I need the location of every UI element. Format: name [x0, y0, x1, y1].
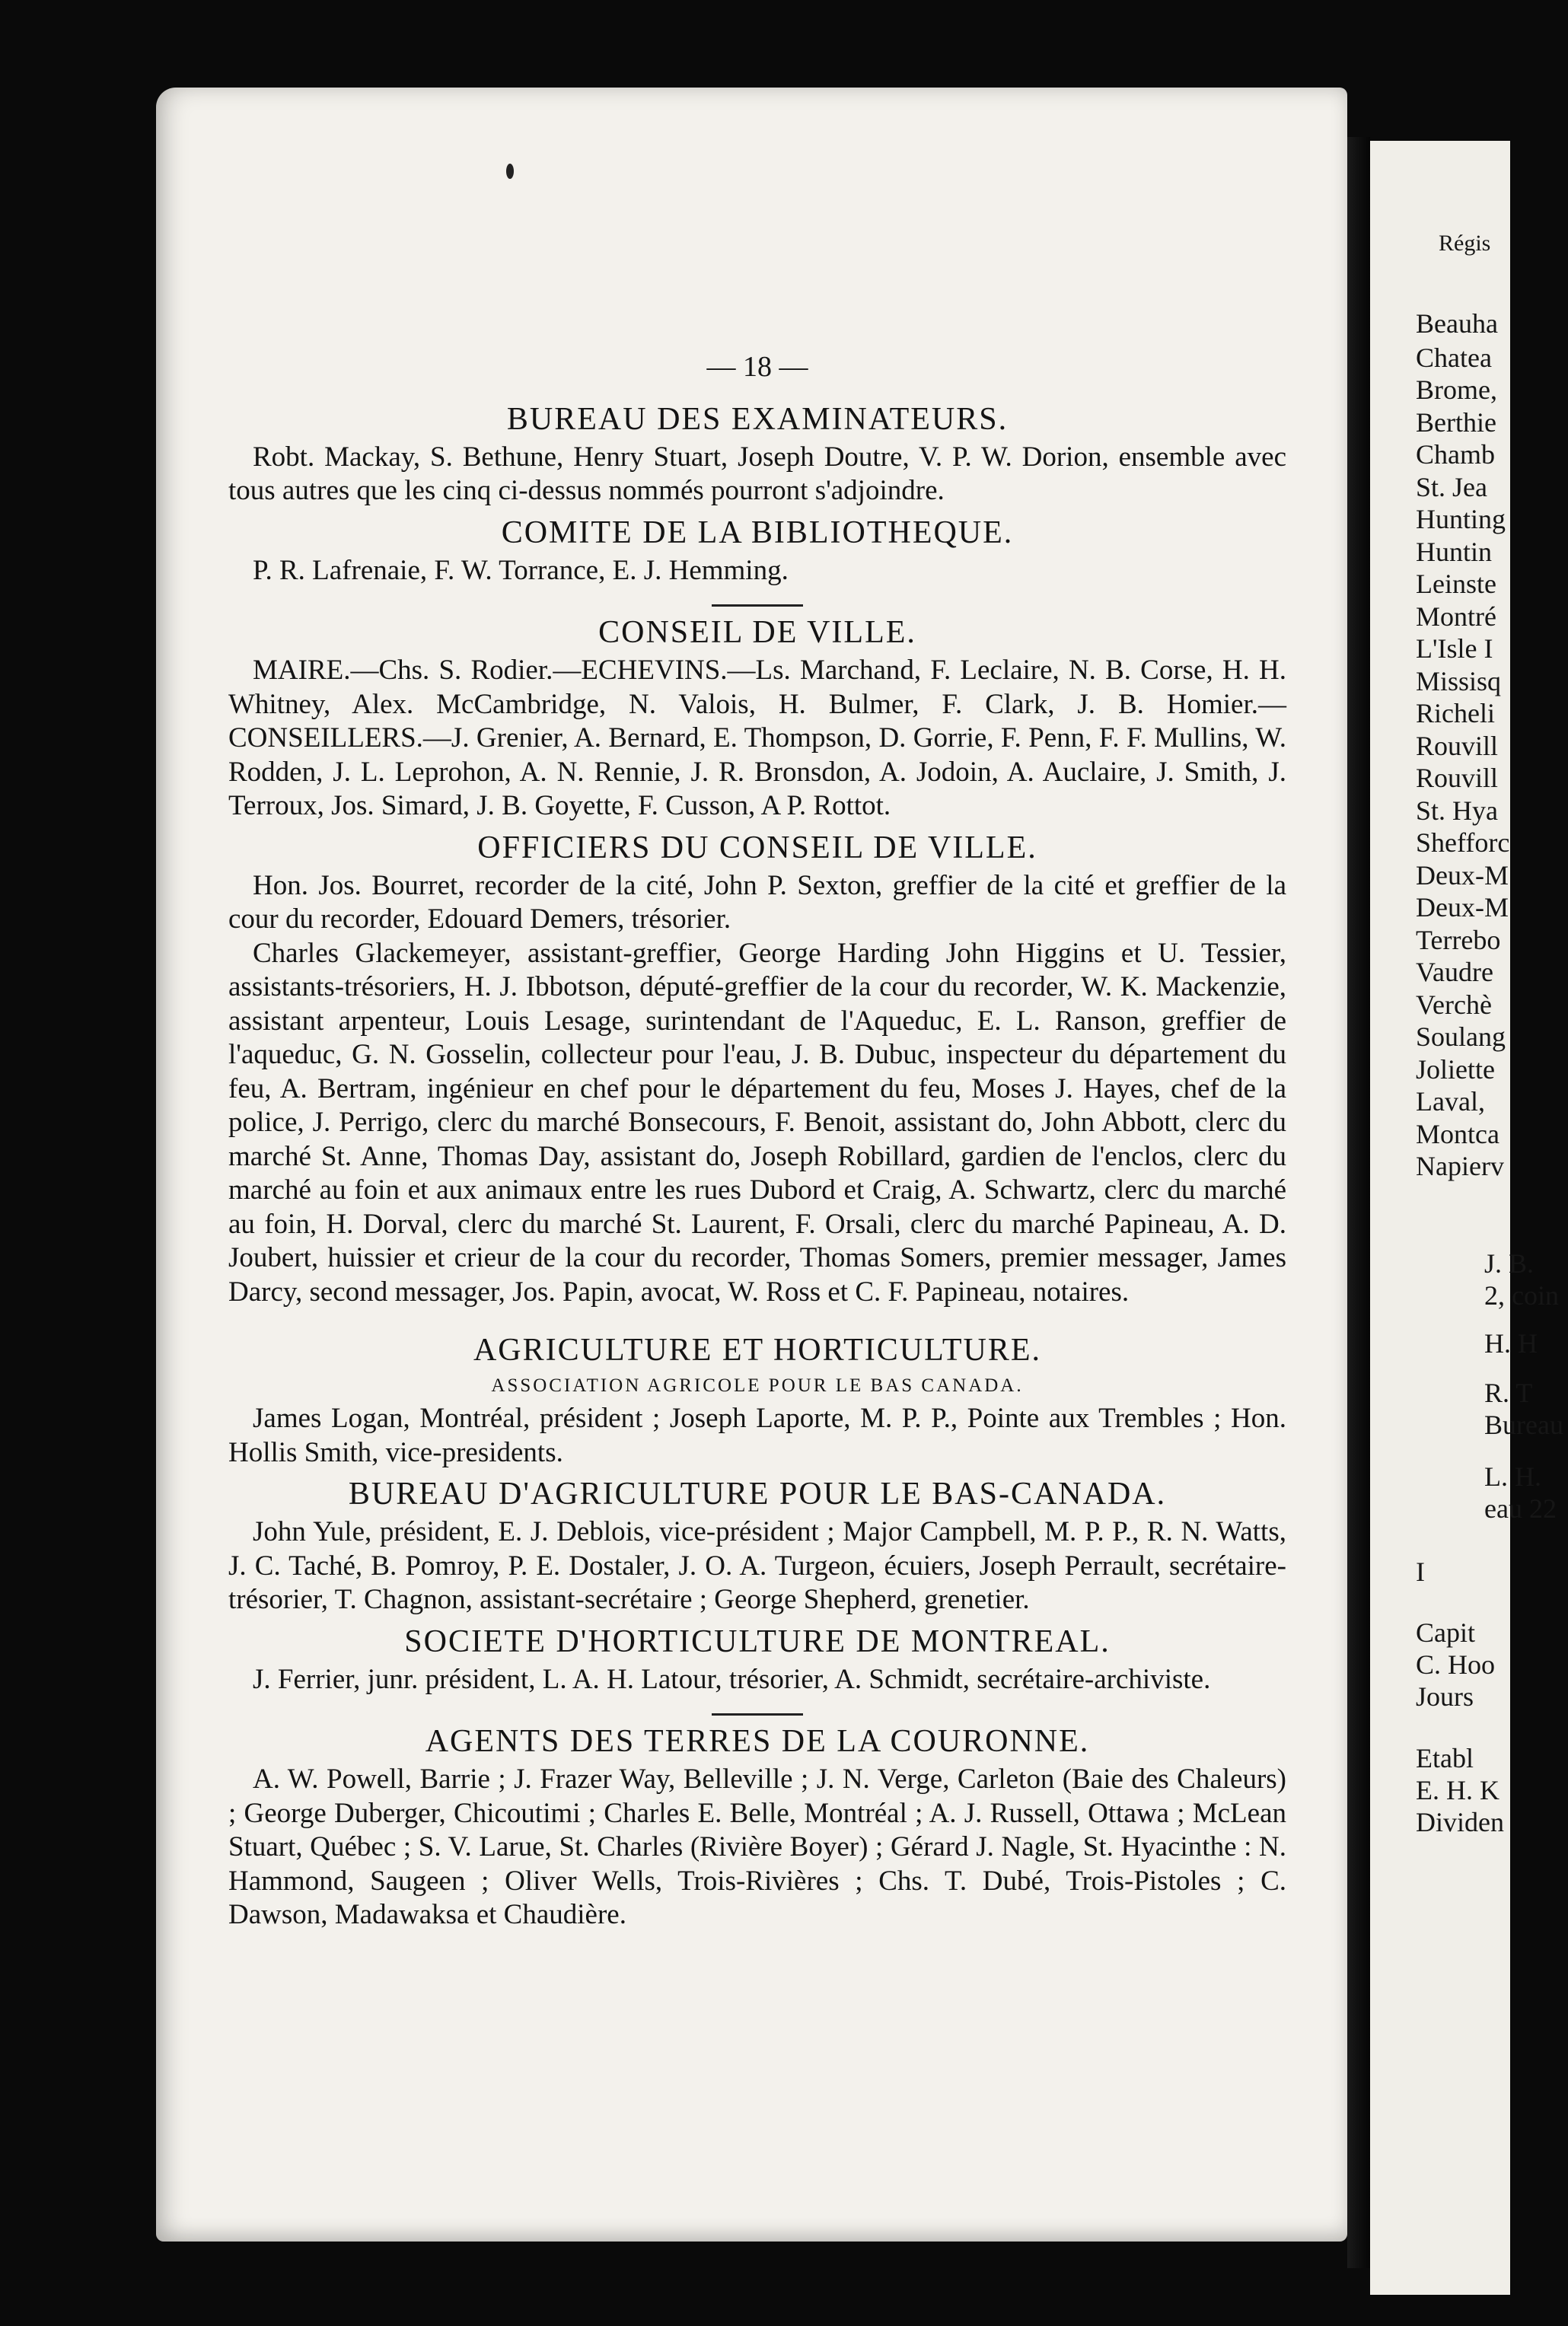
right-page-line: Chamb [1416, 439, 1495, 470]
right-page-line: Beauha [1416, 308, 1498, 339]
right-page-line: Montca [1416, 1119, 1499, 1149]
section-subtitle: ASSOCIATION AGRICOLE POUR LE BAS CANADA. [491, 1375, 1024, 1396]
right-page-line: Brome, [1416, 374, 1497, 405]
right-page-line: Huntin [1416, 537, 1493, 567]
right-page-line: Chatea [1416, 343, 1492, 373]
section-paragraph: J. Ferrier, junr. président, L. A. H. Latour, trésorier, A. Schmidt, secrétaire-archiviste. [253, 1663, 1211, 1695]
right-page-line: Dividen [1416, 1807, 1504, 1837]
right-page-line: L. H. [1484, 1461, 1541, 1492]
right-page-line: eau 22 [1484, 1493, 1557, 1524]
section-paragraph: Charles Glackemeyer, assistant-greffier, George Harding John Higgins et U. Tessier, assistants-trésoriers, H. J. Ibbotson, député-greffier de la cour du recorder, W. K. Mackenzie, assistant arpenteur, Louis Lesage, surintendant de l'Aqueduc, E. L. Ranson, greffier de l'aqueduc, G. N. Gosselin, collecteur pour l'eau, J. B. Dubuc, inspecteur du département du feu, A. Bertram, ingénieur en chef pour le département du feu, Moses J. Hayes, chef de la police, J. Perrigo, clerc du marché Bonsecours, F. Benoit, assistant do, John Abbott, clerc du marché St. Anne, Thomas Day, assistant do, Joseph Robillard, gardien de l'enclos, clerc du marché au foin et aux animaux entre les rues Dubord et Craig, A. Schwartz, clerc du marché au foin, H. Dorval, clerc du marché St. Laurent, F. Orsali, clerc du marché Papineau, A. D. Joubert, huissier et crieur de la cour du recorder, Thomas Somers, premier messager, James Darcy, second messager, Jos. Papin, avocat, W. Ross et C. F. Papineau, notaires. [228, 937, 1286, 1308]
right-page-line: R. T [1484, 1378, 1533, 1408]
right-page-line: Richeli [1416, 698, 1495, 728]
right-page-line: St. Jea [1416, 472, 1487, 502]
book-gutter [1347, 137, 1370, 2268]
page-content [228, 259, 1286, 1932]
section-title: BUREAU DES EXAMINATEURS. [506, 401, 1009, 437]
right-page-line: C. Hoo [1416, 1649, 1496, 1680]
right-page-line: Rouvill [1416, 763, 1499, 793]
section-title: SOCIETE D'HORTICULTURE DE MONTREAL. [404, 1623, 1111, 1659]
section-title: BUREAU D'AGRICULTURE POUR LE BAS-CANADA. [348, 1477, 1167, 1512]
right-page-line: Joliette [1416, 1054, 1495, 1085]
right-page-line: St. Hya [1416, 795, 1498, 826]
right-page-line: L'Isle I [1416, 633, 1493, 664]
left-page [156, 88, 1347, 2242]
right-page-line: I [1416, 1557, 1425, 1587]
right-page-line: Jours [1416, 1681, 1474, 1712]
right-page-line: Deux-M [1416, 892, 1509, 922]
right-page-line: Missisq [1416, 666, 1502, 696]
section-title: OFFICIERS DU CONSEIL DE VILLE. [477, 830, 1037, 865]
section-paragraph: James Logan, Montréal, président ; Joseph Laporte, M. P. P., Pointe aux Trembles ; Hon. Hollis Smith, vice-presidents. [228, 1403, 1286, 1468]
ink-dot [506, 164, 514, 179]
right-page-line: Napierv [1416, 1151, 1504, 1181]
divider-rule [712, 1713, 803, 1716]
right-page-line: Hunting [1416, 504, 1506, 534]
section-paragraph: John Yule, président, E. J. Deblois, vice-président ; Major Campbell, M. P. P., R. N. Watts, J. C. Taché, B. Pomroy, P. E. Dostaler, J. O. A. Turgeon, écuiers, Joseph Perrault, secrétaire-trésorier, T. Chagnon, assistant-secrétaire ; George Shepherd, grenetier. [228, 1516, 1286, 1615]
right-page-line: Bureau [1484, 1410, 1563, 1440]
section-title: CONSEIL DE VILLE. [598, 615, 916, 650]
right-page-line: Shefforc [1416, 827, 1510, 858]
right-page-line: Vaudre [1416, 957, 1493, 987]
section-paragraph: Hon. Jos. Bourret, recorder de la cité, John P. Sexton, greffier de la cité et greffier de la cour du recorder, Edouard Demers, trésorier. [228, 869, 1286, 935]
page-number: — 18 — [706, 351, 808, 383]
right-page-line: Rouvill [1416, 731, 1499, 761]
right-page-line: Régis [1439, 231, 1491, 256]
right-page-line: Laval, [1416, 1086, 1485, 1117]
right-page-line: H. H [1484, 1328, 1538, 1359]
right-page-line: Leinste [1416, 569, 1496, 599]
divider-rule [712, 604, 803, 607]
section-title: COMITE DE LA BIBLIOTHEQUE. [501, 515, 1014, 550]
right-page-line: Soulang [1416, 1021, 1506, 1052]
right-page-line: J. B. [1484, 1248, 1535, 1279]
right-page-line: Capit [1416, 1617, 1475, 1648]
right-page-line: 2, coin [1484, 1280, 1559, 1311]
right-page [1370, 141, 1563, 2295]
right-page-line: Deux-M [1416, 860, 1509, 891]
right-page-line: Berthie [1416, 407, 1496, 438]
section-paragraph: MAIRE.—Chs. S. Rodier.—ECHEVINS.—Ls. Marchand, F. Leclaire, N. B. Corse, H. H. Whitney, Alex. McCambridge, N. Valois, H. Bulmer, F. Clark, J. B. Homier.—CONSEILLERS.—J. Grenier, A. Bernard, E. Thompson, D. Gorrie, F. Penn, F. F. Mullins, W. Rodden, J. L. Leprohon, A. N. Rennie, J. R. Bronsdon, A. Jodoin, A. Auclaire, J. Smith, J. Terroux, Jos. Simard, J. B. Goyette, F. Cusson, A P. Rottot. [228, 655, 1286, 821]
right-page-line: Verchè [1416, 989, 1492, 1020]
section-paragraph: Robt. Mackay, S. Bethune, Henry Stuart, Joseph Doutre, V. P. W. Dorion, ensemble avec tous autres que les cinq ci-dessus nommés pourront s'adjoindre. [228, 441, 1286, 506]
right-page-line: Terrebo [1416, 925, 1501, 955]
section-paragraph: P. R. Lafrenaie, F. W. Torrance, E. J. Hemming. [253, 554, 789, 586]
right-page-line: Montré [1416, 601, 1496, 632]
section-paragraph: A. W. Powell, Barrie ; J. Frazer Way, Belleville ; J. N. Verge, Carleton (Baie des Chaleurs) ; George Duberger, Chicoutimi ; Charles E. Belle, Montréal ; A. J. Russell, Ottawa ; McLean Stuart, Québec ; S. V. Larue, St. Charles (Rivière Boyer) ; Gérard J. Nagle, St. Hyacinthe : N. Hammond, Saugeen ; Oliver Wells, Trois-Rivières ; Chs. T. Dubé, Trois-Pistoles ; C. Dawson, Madawaksa et Chaudière. [228, 1764, 1286, 1930]
right-page-line: Etabl [1416, 1743, 1474, 1773]
section-title: AGENTS DES TERRES DE LA COURONNE. [425, 1724, 1090, 1759]
section-title: AGRICULTURE ET HORTICULTURE. [473, 1333, 1042, 1368]
right-page-line: E. H. K [1416, 1775, 1499, 1805]
